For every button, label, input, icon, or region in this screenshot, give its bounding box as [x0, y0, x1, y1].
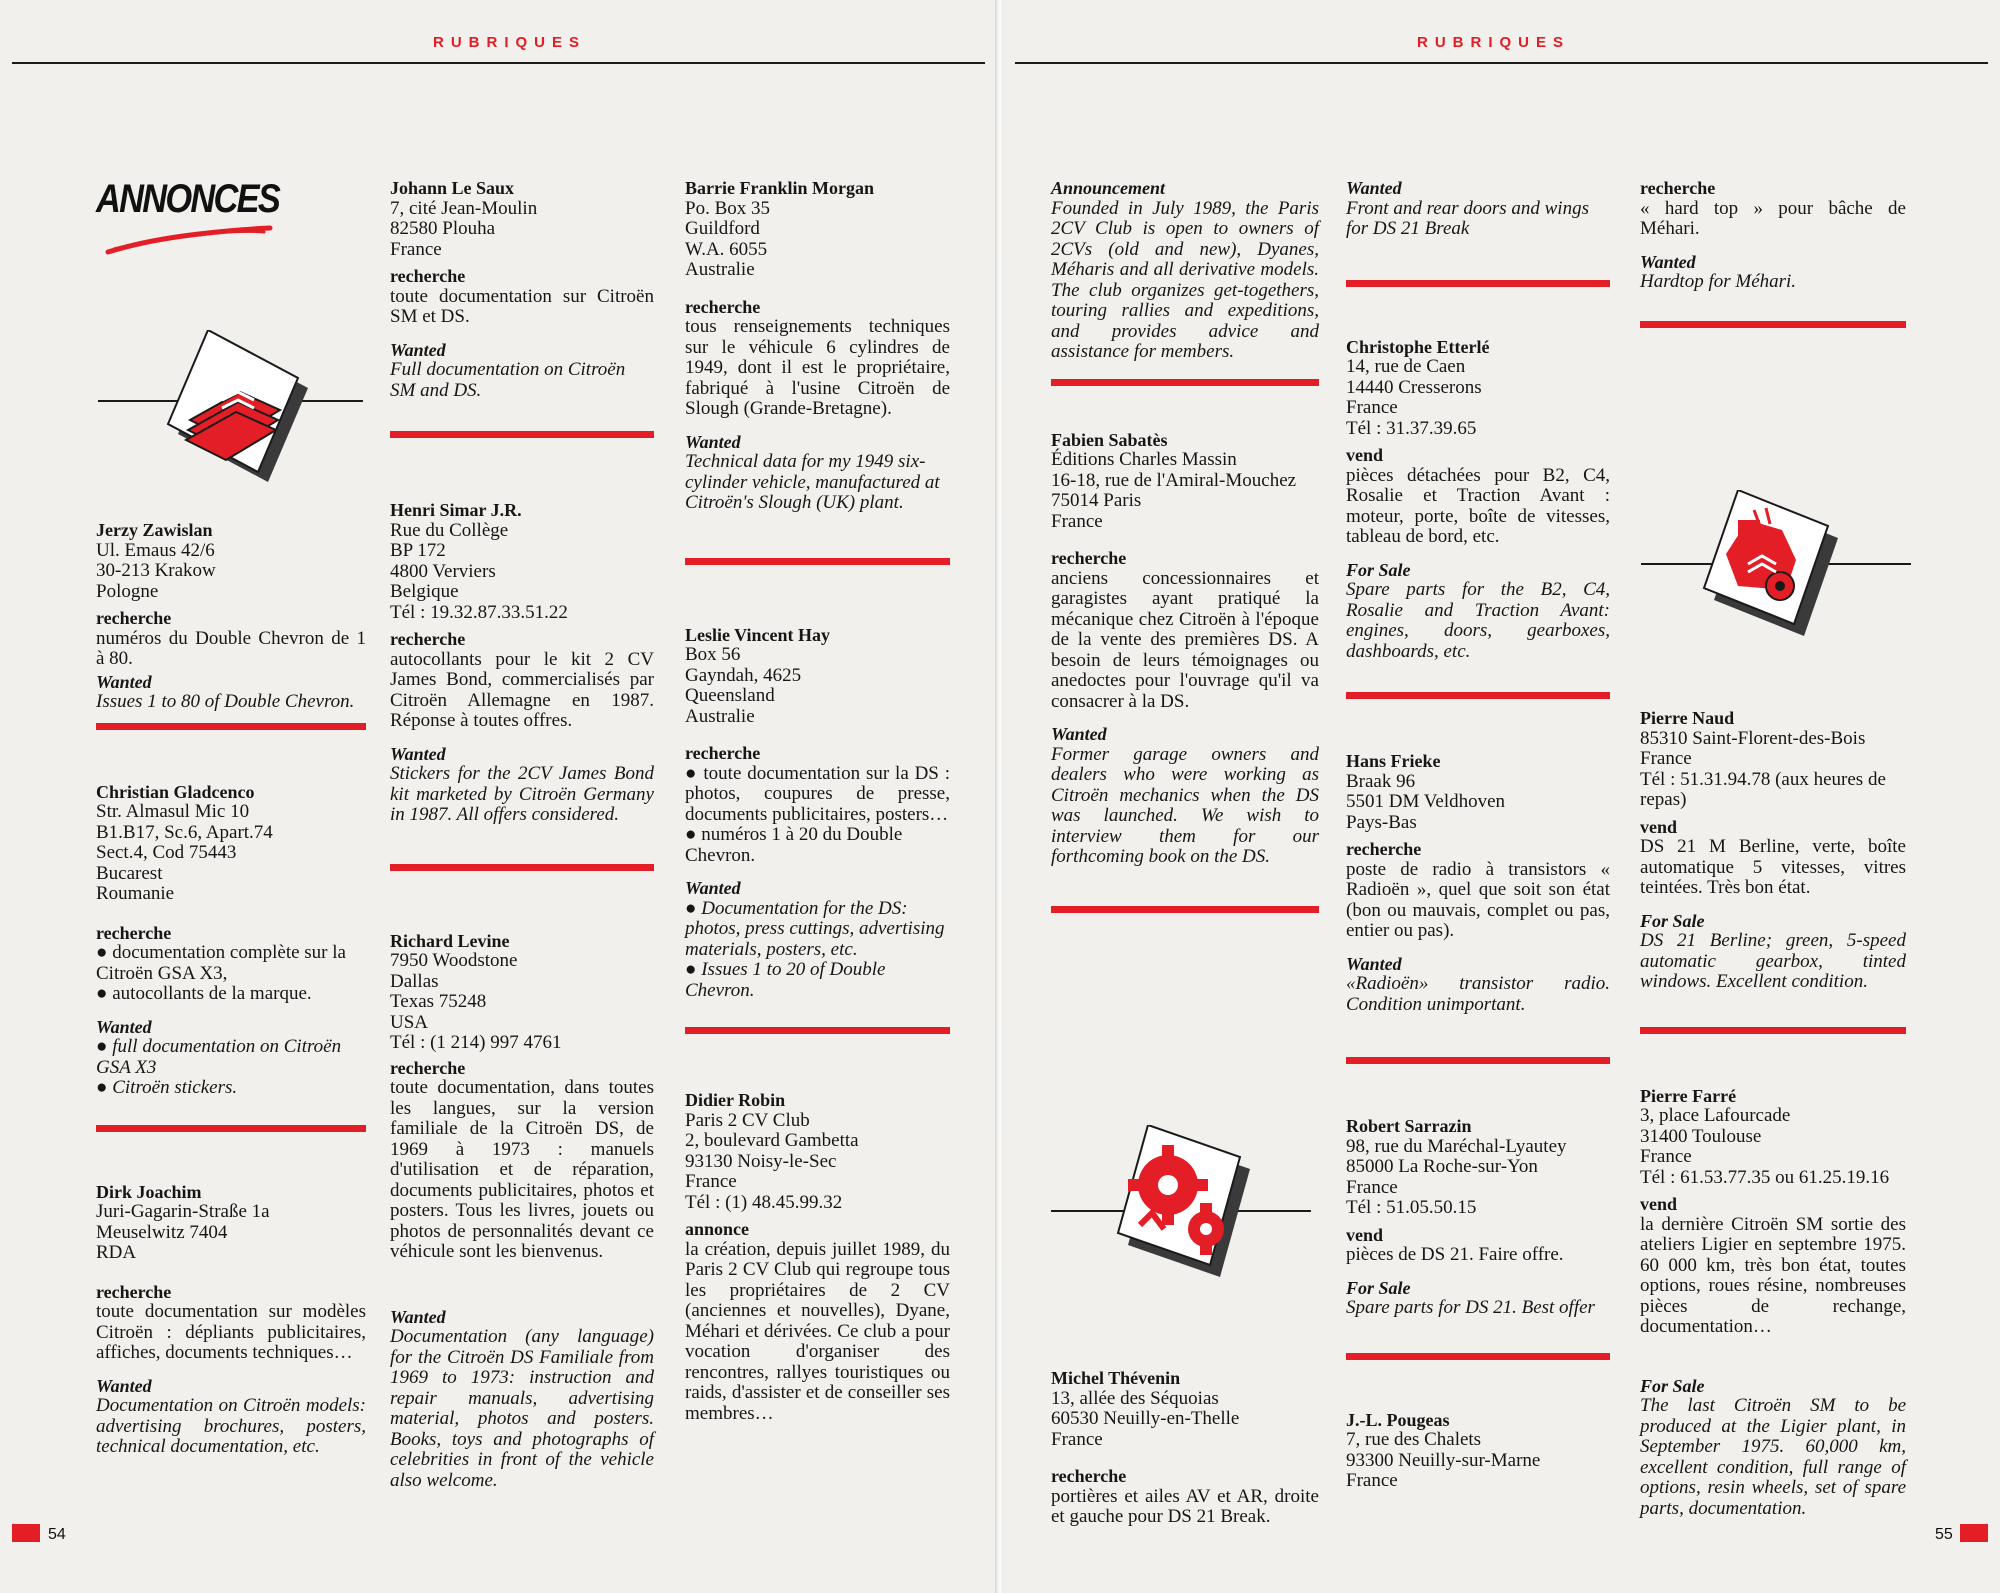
address-line: Australie	[685, 705, 755, 727]
address-line: Tél : 51.31.94.78 (aux heures de repas)	[1640, 768, 1886, 810]
ad-text-en: Documentation (any language) for the Citroën DS Familiale from 1969 to 1973: instruction and repair manuals, advertising material, photos and posters. Books, toys and photographs of celebrities in front of the vehicle also welcome.	[390, 1326, 654, 1491]
address-line: France	[685, 1171, 737, 1192]
address-line: Tél : (1 214) 997 4761	[390, 1032, 562, 1053]
ad-pougeas-cont	[1640, 178, 1906, 293]
address-line: 5501 DM Veldhoven	[1346, 791, 1506, 812]
advertiser-name: Jerzy Zawislan	[96, 520, 213, 540]
ad-keyword-en: Wanted	[1346, 953, 1402, 974]
ad-keyword-en: Wanted	[96, 1375, 152, 1396]
address-line: 30-213 Krakow	[96, 560, 216, 581]
ad-text-fr: la dernière Citroën SM sortie des ateliers Ligier en septembre 1975. 60 000 km, très bon état, toutes options, roues résine, nombreuses pièces de rechange, documentation…	[1640, 1213, 1906, 1337]
ad-sabates	[1051, 430, 1319, 868]
page-marker	[12, 1524, 40, 1542]
ad-naud	[1640, 708, 1906, 993]
page-number: 55	[1935, 1526, 1953, 1543]
ad-text-en: «Radioën» transistor radio. Condition unimportant.	[1346, 973, 1610, 1015]
address-line: 7950 Woodstone	[390, 950, 518, 971]
ad-text-en: Spare parts for the B2, C4, Rosalie and Traction Avant: engines, doors, gearboxes, dashboards, etc.	[1346, 579, 1610, 662]
advertiser-name: Dirk Joachim	[96, 1181, 202, 1202]
ad-pougeas	[1346, 1410, 1610, 1492]
advertiser-name: Michel Thévenin	[1051, 1368, 1181, 1388]
ad-keyword-en: Wanted	[390, 743, 446, 764]
address-line: Juri-Gagarin-Straße 1a	[96, 1201, 270, 1222]
column-6-lower	[1640, 708, 1906, 1519]
address-line: 14, rue de Caen	[1346, 356, 1466, 377]
header-rule	[1015, 62, 1988, 64]
column-1	[96, 520, 366, 1458]
gear-icon	[1088, 1125, 1263, 1295]
address-line: Tél : 61.53.77.35 ou 61.25.19.16	[1640, 1166, 1890, 1188]
address-line: Guildford	[685, 218, 760, 239]
ad-frieke	[1346, 751, 1610, 1015]
ad-levine	[390, 931, 654, 1492]
ad-text-en: Full documentation on Citroën SM and DS.	[390, 359, 626, 401]
address-line: France	[1346, 1176, 1398, 1198]
ad-keyword: recherche	[1051, 1466, 1127, 1486]
address-line: France	[1346, 397, 1398, 418]
address-line: Tél : 51.05.50.15	[1346, 1197, 1477, 1218]
address-line: 60530 Neuilly-en-Thelle	[1051, 1408, 1240, 1429]
ad-farre	[1640, 1086, 1906, 1520]
ad-sarrazin	[1346, 1116, 1610, 1319]
address-line: USA	[390, 1011, 429, 1033]
address-line: 85000 La Roche-sur-Yon	[1346, 1156, 1538, 1177]
ad-text-fr: toute documentation, dans toutes les langues, sur la version familiale de la Citroën DS, de 1969 à 1973 : manuels d'utilisation et de réparation, documents publicitaires, photos et posters. Tous les livres, jouets ou photos de personnalités devant ce véhicule sont les bienvenus.	[390, 1077, 654, 1262]
address-line: 31400 Toulouse	[1640, 1125, 1762, 1147]
ad-keyword: recherche	[1051, 548, 1127, 568]
red-separator	[685, 1027, 950, 1034]
address-line: Tél : 31.37.39.65	[1346, 417, 1477, 439]
ad-keyword: recherche	[685, 296, 761, 317]
address-line: 85310 Saint-Florent-des-Bois	[1640, 727, 1866, 749]
ad-keyword-en: For Sale	[1640, 910, 1705, 931]
ad-text-fr: la création, depuis juillet 1989, du Paris 2 CV Club qui regroupe tous les propriétaires de 2 CV (anciennes et nouvelles), Dyane, Méhari et dérivées. Ce club a pour vocation d'organiser des rencontres, rallyes touristiques ou raids, d'assister et de conseiller ses membres…	[685, 1238, 950, 1424]
ad-text-en: ● full documentation on Citroën GSA X3	[96, 1036, 342, 1078]
ad-text-fr: ● toute documentation sur la DS : photos, coupures de presse, documents publicitaires, posters…	[685, 762, 950, 825]
column-2	[390, 178, 654, 1491]
red-separator	[685, 558, 950, 565]
advertiser-name: Christian Gladcenco	[96, 781, 255, 802]
ad-joachim	[96, 1182, 366, 1458]
address-line: Meuselwitz 7404	[96, 1221, 228, 1243]
address-line: Pays-Bas	[1346, 811, 1417, 833]
red-separator	[96, 1125, 366, 1132]
address-line: Dallas	[390, 970, 439, 992]
advertiser-name: Didier Robin	[685, 1090, 786, 1110]
ad-keyword: vend	[1346, 1224, 1384, 1245]
ad-text-fr: tous renseignements techniques sur le véhicule 6 cylindres de 1949, dont il est le propriétaire, fabriqué à l'usine Citroën de Slough (Grande-Bretagne).	[685, 316, 950, 419]
ad-text-en: Founded in July 1989, the Paris 2CV Club is open to owners of 2CVs (old and new), Dyanes, Méharis and all derivative models. The club organizes get-togethers, touring rallies and expeditions, and provides advice and assistance for members.	[1051, 197, 1319, 362]
red-separator	[1640, 1027, 1906, 1034]
ad-text-en: ● Citroën stickers.	[96, 1077, 238, 1098]
address-line: Ul. Emaus 42/6	[96, 539, 215, 561]
ad-text-en: Front and rear doors and wings for DS 21 Break	[1346, 197, 1589, 239]
address-line: B1.B17, Sc.6, Apart.74	[96, 821, 273, 843]
address-line: France	[1051, 510, 1103, 532]
address-line: 16-18, rue de l'Amiral-Mouchez	[1051, 469, 1297, 491]
books-icon	[140, 330, 320, 500]
address-line: Belgique	[390, 581, 459, 602]
ad-text-fr: numéros du Double Chevron de 1 à 80.	[96, 627, 366, 669]
ad-gladcenco	[96, 782, 366, 1099]
address-line: France	[1051, 1428, 1103, 1450]
ad-keyword-en: Wanted	[96, 671, 152, 692]
address-line: Gayndah, 4625	[685, 664, 802, 686]
address-line: 7, cité Jean-Moulin	[390, 197, 538, 219]
address-line: Éditions Charles Massin	[1051, 449, 1237, 470]
ad-text-en: Hardtop for Méhari.	[1640, 271, 1797, 292]
ad-text-fr: pièces de DS 21. Faire offre.	[1346, 1244, 1564, 1265]
page-number: 54	[48, 1526, 66, 1543]
advertiser-name: Pierre Naud	[1640, 708, 1735, 728]
red-separator	[1346, 1353, 1610, 1360]
address-line: 14440 Cresserons	[1346, 376, 1482, 398]
address-line: 7, rue des Chalets	[1346, 1429, 1482, 1450]
address-line: France	[1346, 1470, 1398, 1491]
ad-text-fr: « hard top » pour bâche de Méhari.	[1640, 197, 1906, 239]
ad-text-fr: anciens concessionnaires et garagistes ayant pratiqué la mécanique chez Citroën à l'époque de la vente des premières DS. A besoin de leurs témoignages ou anedoctes pour l'ouvrage qu'il va consacrer à la DS.	[1051, 567, 1319, 712]
ad-text-en: ● Documentation for the DS: photos, press cuttings, advertising materials, posters, etc.	[685, 897, 945, 960]
address-line: Rue du Collège	[390, 519, 509, 541]
red-underline-scribble	[104, 222, 274, 256]
ad-keyword: recherche	[685, 743, 761, 763]
ad-text-fr: ● autocollants de la marque.	[96, 983, 312, 1004]
right-page	[1003, 0, 2000, 1593]
advertiser-name: Barrie Franklin Morgan	[685, 178, 874, 198]
ad-text-en: Issues 1 to 80 of Double Chevron.	[96, 691, 355, 712]
address-line: Sect.4, Cod 75443	[96, 842, 237, 863]
ad-text-fr: poste de radio à transistors « Radioën », quel que soit son état (bon ou mauvais, complet ou pas, entier ou pas).	[1346, 858, 1610, 941]
header-rule	[12, 62, 985, 64]
ad-simar	[390, 500, 654, 826]
ad-keyword-en: Wanted	[685, 431, 741, 452]
column-5	[1346, 178, 1610, 1492]
ad-text-en: DS 21 Berline; green, 5-speed automatic gearbox, tinted windows. Excellent condition.	[1640, 930, 1906, 992]
ad-text-en: The last Citroën SM to be produced at the Ligier plant, in September 1975. 60,000 km, excellent condition, full range of options, resin wheels, set of spare parts, documentation.	[1640, 1395, 1906, 1519]
ad-keyword: recherche	[390, 629, 466, 649]
advertiser-name: J.-L. Pougeas	[1346, 1409, 1450, 1430]
address-line: Pologne	[96, 580, 159, 602]
ad-keyword-en: Wanted	[96, 1016, 152, 1037]
section-header: RUBRIQUES	[1417, 34, 1571, 51]
column-4	[1051, 178, 1319, 913]
ad-robin	[685, 1090, 950, 1424]
advertiser-name: Pierre Farré	[1640, 1085, 1737, 1106]
ad-keyword-en: Wanted	[390, 1306, 446, 1327]
column-3	[685, 178, 950, 1424]
address-line: France	[1640, 1146, 1692, 1167]
ad-text-fr: ● documentation complète sur la Citroën GSA X3,	[96, 942, 346, 984]
ad-text-fr: DS 21 M Berline, verte, boîte automatique 5 vitesses, vitres teintées. Très bon état.	[1640, 836, 1906, 898]
advertiser-name: Hans Frieke	[1346, 751, 1441, 771]
advertiser-name: Fabien Sabatès	[1051, 429, 1168, 450]
ad-text-en: ● Issues 1 to 20 of Double Chevron.	[685, 959, 886, 1001]
advertiser-name: Robert Sarrazin	[1346, 1116, 1472, 1136]
red-separator	[1346, 280, 1610, 287]
address-line: 75014 Paris	[1051, 490, 1142, 511]
ad-keyword: vend	[1640, 816, 1678, 837]
ad-text-en: Spare parts for DS 21. Best offer	[1346, 1297, 1595, 1318]
ad-keyword: recherche	[96, 1281, 172, 1302]
address-line: 93130 Noisy-le-Sec	[685, 1150, 837, 1172]
address-line: Queensland	[685, 685, 775, 706]
red-separator	[390, 864, 654, 871]
red-separator	[390, 431, 654, 438]
address-line: France	[1640, 748, 1692, 769]
address-line: Paris 2 CV Club	[685, 1109, 810, 1131]
address-line: Australie	[685, 259, 755, 280]
ad-morgan	[685, 178, 950, 514]
red-separator	[1640, 321, 1906, 328]
address-line: Po. Box 35	[685, 197, 770, 219]
ad-lesaux	[390, 178, 654, 401]
red-separator	[1051, 906, 1319, 913]
ad-keyword: recherche	[96, 922, 172, 943]
address-line: 98, rue du Maréchal-Lyautey	[1346, 1135, 1567, 1157]
ad-keyword-en: Wanted	[1051, 724, 1107, 744]
ad-keyword: vend	[1640, 1194, 1678, 1214]
ad-thevenin	[1051, 1368, 1319, 1528]
ad-text-fr: autocollants pour le kit 2 CV James Bond, commercialisés par Citroën Allemagne en 1987. Réponse à toutes offres.	[390, 648, 654, 731]
ad-keyword: recherche	[96, 608, 172, 628]
address-line: 4800 Verviers	[390, 560, 496, 582]
page-title: ANNONCES	[96, 177, 280, 221]
ad-keyword-en: Announcement	[1051, 178, 1166, 198]
address-line: Texas 75248	[390, 991, 487, 1012]
ad-hay	[685, 625, 950, 1002]
ad-keyword-en: Wanted	[1346, 178, 1402, 198]
address-line: 2, boulevard Gambetta	[685, 1130, 859, 1151]
advertiser-name: Johann Le Saux	[390, 178, 515, 198]
ad-keyword: recherche	[1640, 178, 1716, 198]
address-line: Bucarest	[96, 862, 163, 884]
column-4-bottom	[1051, 1368, 1319, 1528]
ad-etterle	[1346, 337, 1610, 663]
ad-keyword-en: For Sale	[1346, 559, 1411, 580]
ad-keyword-en: For Sale	[1346, 1277, 1411, 1298]
ad-keyword-en: Wanted	[390, 339, 446, 360]
address-line: BP 172	[390, 540, 446, 561]
advertiser-name: Henri Simar J.R.	[390, 500, 522, 520]
address-line: 3, place Lafourcade	[1640, 1105, 1791, 1126]
address-line: Box 56	[685, 644, 741, 665]
ad-text-en: Former garage owners and dealers who were working as Citroën mechanics when the DS was launched. We wish to interview them for our forthcoming book on the DS.	[1051, 743, 1319, 867]
advertiser-name: Christophe Etterlé	[1346, 336, 1490, 357]
ad-keyword-en: For Sale	[1640, 1375, 1705, 1396]
ad-text-en: Stickers for the 2CV James Bond kit marketed by Citroën Germany in 1987. All offers considered.	[390, 763, 654, 825]
ad-zawislan	[96, 520, 366, 713]
advertiser-name: Richard Levine	[390, 930, 510, 951]
red-separator	[1346, 1057, 1610, 1064]
address-line: Tél : 19.32.87.33.51.22	[390, 601, 568, 623]
ad-text-fr: toute documentation sur Citroën SM et DS.	[390, 285, 654, 327]
address-line: Tél : (1) 48.45.99.32	[685, 1191, 843, 1213]
ad-thevenin-en	[1346, 178, 1610, 240]
address-line: Braak 96	[1346, 770, 1416, 792]
ad-keyword-en: Wanted	[685, 878, 741, 898]
ad-keyword-en: Wanted	[1640, 251, 1696, 272]
column-6	[1640, 178, 1906, 328]
ad-text-fr: toute documentation sur modèles Citroën : dépliants publicitaires, affiches, documents techniques…	[96, 1301, 366, 1363]
page-marker	[1960, 1524, 1988, 1542]
advertiser-name: Leslie Vincent Hay	[685, 624, 830, 645]
address-line: Roumanie	[96, 883, 175, 904]
red-separator	[1051, 379, 1319, 386]
ad-keyword: annonce	[685, 1219, 750, 1239]
ad-keyword: recherche	[1346, 839, 1422, 859]
ad-text-en: Technical data for my 1949 six-cylinder vehicle, manufactured at Citroën's Slough (UK) plant.	[685, 451, 940, 513]
section-header: RUBRIQUES	[433, 34, 587, 51]
ad-keyword: recherche	[390, 1057, 466, 1078]
ad-text-fr: pièces détachées pour B2, C4, Rosalie et Traction Avant : moteur, porte, boîte de vitesses, tableau de bord, etc.	[1346, 464, 1610, 547]
ad-text-fr: portières et ailes AV et AR, droite et gauche pour DS 21 Break.	[1051, 1485, 1319, 1527]
address-line: W.A. 6055	[685, 238, 768, 260]
ad-keyword: recherche	[390, 266, 466, 286]
ad-text-en: Documentation on Citroën models: advertising brochures, posters, technical documentation, etc.	[96, 1395, 366, 1457]
address-line: 93300 Neuilly-sur-Marne	[1346, 1449, 1541, 1471]
address-line: RDA	[96, 1242, 137, 1263]
red-separator	[96, 723, 366, 730]
left-page	[0, 0, 997, 1593]
car-icon	[1678, 490, 1848, 650]
address-line: 82580 Plouha	[390, 218, 496, 239]
address-line: Str. Almasul Mic 10	[96, 801, 250, 822]
address-line: 13, allée des Séquoias	[1051, 1387, 1219, 1409]
address-line: France	[390, 238, 442, 260]
red-separator	[1346, 692, 1610, 699]
ad-announcement	[1051, 178, 1319, 363]
ad-keyword: vend	[1346, 445, 1384, 465]
ad-text-fr: ● numéros 1 à 20 du Double Chevron.	[685, 824, 903, 866]
